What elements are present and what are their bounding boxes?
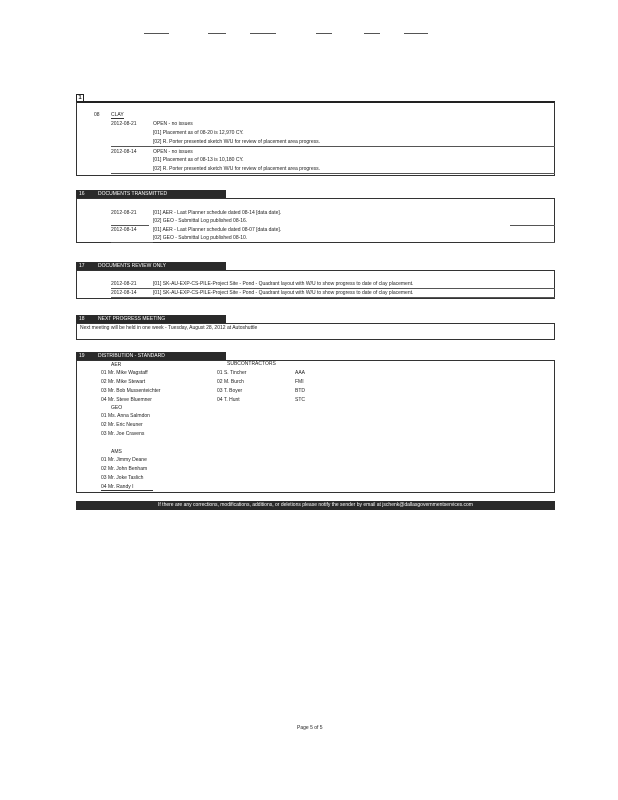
doc-transmitted-rule — [510, 225, 555, 226]
section-title: DOCUMENTS TRANSMITTED — [98, 191, 168, 197]
documents-transmitted-header — [76, 190, 226, 198]
clay-entry-date: 2012-08-14 — [111, 149, 137, 155]
distribution-member: 01 Mr. Jimmy Deane — [101, 457, 147, 463]
header-rule-2 — [208, 33, 226, 34]
doc-transmitted-line: [02] GEO - Submittal Log published 08-16. — [153, 218, 248, 224]
next-meeting-header — [76, 315, 226, 323]
subcontractor-name: 02 M. Burch — [217, 379, 244, 385]
documents-review-header — [76, 262, 226, 270]
doc-transmitted-line: [01] AER - Last Planner schedule dated 08-07 [data date]. — [153, 227, 282, 233]
distribution-member: 04 Mr. Steve Bluemner — [101, 397, 152, 403]
doc-transmitted-rule — [111, 242, 153, 243]
clay-entry-line: [01] Placement as of 08-20 is 12,970 CY. — [153, 130, 244, 136]
clay-entry-date: 2012-08-21 — [111, 121, 137, 127]
page-number: Page 5 of 5 — [297, 725, 323, 731]
doc-transmitted-rule — [111, 225, 149, 226]
distribution-section — [76, 360, 555, 493]
doc-review-line: [01] SK-AU-EXP-CS-PILE-Project Site - Pond - Quadrant layout with W/U to show progress to date of clay placement. — [153, 281, 414, 287]
subcontractor-code: BTD — [295, 388, 305, 394]
doc-transmitted-line: [01] AER - Last Planner schedule dated 08-14 [data date]. — [153, 210, 282, 216]
distribution-member: 03 Mr. Joke Taslich — [101, 475, 144, 481]
clay-entry-line: [02] R. Porter presented sketch W/U for review of placement area progress. — [153, 166, 321, 172]
header-rule-6 — [404, 33, 428, 34]
subcontractor-code: FMI — [295, 379, 304, 385]
distribution-group-title: AER — [111, 362, 122, 368]
subcontractor-code: STC — [295, 397, 305, 403]
subcontractor-name: 03 T. Boyer — [217, 388, 243, 394]
distribution-member: 02 Mr. John Benham — [101, 466, 148, 472]
section-number: 16 — [79, 191, 85, 197]
distribution-member: 01 Ms. Anna Salmdon — [101, 413, 150, 419]
section-title: DISTRIBUTION - STANDARD — [98, 353, 165, 359]
clay-entry-line: OPEN - no issues — [153, 121, 193, 127]
clay-entry-line: OPEN - no issues — [153, 149, 193, 155]
clay-entry-line: [02] R. Porter presented sketch W/U for review of placement area progress. — [153, 139, 321, 145]
section-title: DOCUMENTS REVIEW ONLY — [98, 263, 166, 269]
clay-entry-rule — [111, 146, 555, 147]
header-rule-1 — [144, 33, 169, 34]
distribution-member: 04 Mr. Randy I — [101, 484, 153, 491]
doc-transmitted-date: 2012-08-21 — [111, 210, 137, 216]
distribution-member: 01 Mr. Mike Wagstaff — [101, 370, 148, 376]
section-title: NEXT PROGRESS MEETING — [98, 316, 166, 322]
distribution-group-title: AMS — [111, 449, 122, 455]
header-rule-3 — [250, 33, 276, 34]
doc-review-line: [01] SK-AU-EXP-CS-PILE-Project Site - Pond - Quadrant layout with W/U to show progress to date of clay placement. — [153, 290, 414, 296]
clay-title: CLAY — [111, 112, 124, 118]
corner-mark: 1 — [76, 94, 84, 102]
doc-transmitted-rule — [520, 242, 555, 243]
section-number: 17 — [79, 263, 85, 269]
distribution-member: 03 Mr. Bob Mussenteichter — [101, 388, 161, 394]
footer-notice: If there are any corrections, modifications, additions, or deletions please notify the sender by email at jschenk@dallasgovernmentservices.com — [76, 501, 555, 510]
doc-transmitted-date: 2012-08-14 — [111, 227, 137, 233]
clay-number: 08 — [94, 112, 100, 118]
section-number: 18 — [79, 316, 85, 322]
doc-review-rule — [111, 297, 555, 298]
doc-review-date: 2012-08-21 — [111, 281, 137, 287]
distribution-member: 02 Mr. Mike Stewart — [101, 379, 146, 385]
doc-review-rule — [111, 288, 555, 289]
doc-transmitted-line: [02] GEO - Submittal Log published 08-10. — [153, 235, 248, 241]
subcontractor-code: AAA — [295, 370, 306, 376]
distribution-group-title: GEO — [111, 405, 123, 411]
section-number: 19 — [79, 353, 85, 359]
subcontractor-name: 01 S. Tincher — [217, 370, 247, 376]
distribution-member: 03 Mr. Joe Cravens — [101, 431, 145, 437]
documents-transmitted-section — [76, 198, 555, 243]
next-meeting-text: Next meeting will be held in one week - Tuesday, August 28, 2012 at Autoshuttle — [80, 325, 258, 331]
doc-review-date: 2012-08-14 — [111, 290, 137, 296]
header-rule-4 — [316, 33, 332, 34]
clay-entry-line: [01] Placement as of 08-13 is 10,180 CY. — [153, 157, 244, 163]
distribution-header — [76, 352, 226, 360]
subcontractor-name: 04 T. Hunt — [217, 397, 240, 403]
clay-entry-rule — [111, 173, 555, 174]
subcontractors-title: SUBCONTRACTORS — [227, 361, 276, 367]
header-rule-5 — [364, 33, 380, 34]
distribution-member: 02 Mr. Eric Neuner — [101, 422, 143, 428]
